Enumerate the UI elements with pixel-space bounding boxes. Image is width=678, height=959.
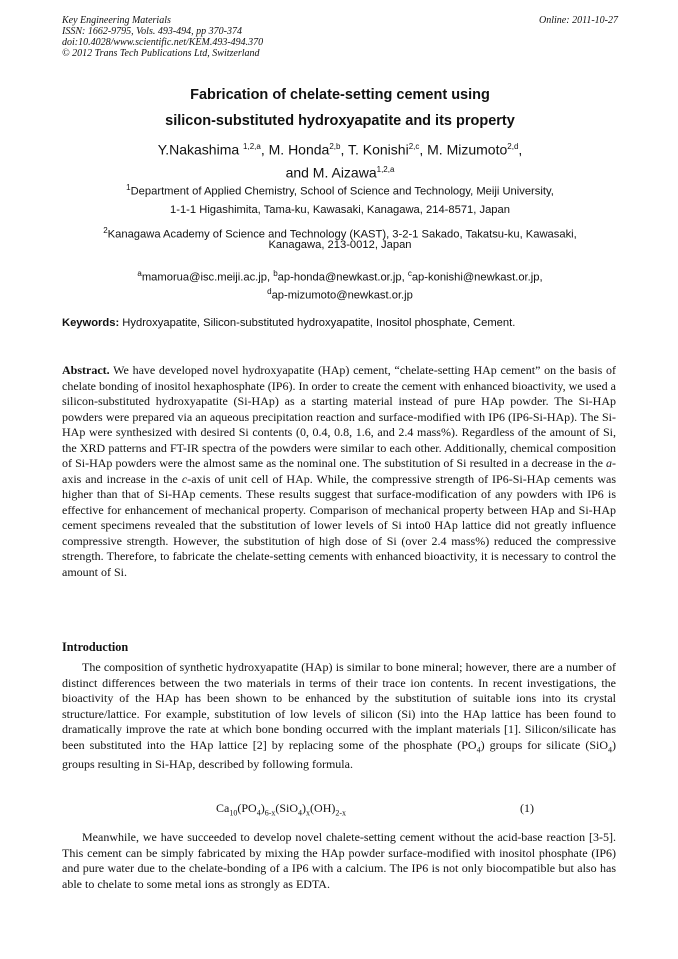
affil-number: 1 bbox=[126, 183, 131, 192]
formula-sub: 2-x bbox=[335, 808, 347, 818]
abstract bbox=[62, 363, 616, 580]
formula-part: ) bbox=[302, 801, 307, 815]
abstract-italic: a bbox=[606, 456, 612, 470]
email-sup: d bbox=[267, 286, 272, 296]
subscript: 4 bbox=[608, 744, 612, 754]
intro-paragraph-2: Meanwhile, we have succeeded to develop novel chalete-setting cement without the acid-base reaction [3-5]. This cement can be simply fabricated by mixing the HAp powder surface-modified with inositol phosphate (IP6) and pure water due to the chelate-bonding of a IP6 with a calcium. The IP6 is not only biocompatible but also has able to chelate to some metal ions as strongly as EDTA. bbox=[62, 830, 616, 891]
journal-header bbox=[62, 15, 618, 59]
formula-part: (PO bbox=[237, 801, 257, 815]
author-sep: , bbox=[419, 141, 428, 158]
keywords-text: Hydroxyapatite, Silicon-substituted hydroxyapatite, Inositol phosphate, Cement. bbox=[119, 317, 516, 329]
email-line-2 bbox=[62, 285, 618, 303]
author-affil: 1,2,a bbox=[243, 142, 261, 151]
author-affil: 2,d bbox=[507, 142, 519, 151]
intro-paragraph-1 bbox=[62, 660, 616, 773]
email-address: ap-konishi@newkast.or.jp, bbox=[411, 271, 543, 284]
affiliation-1-line-2: 1-1-1 Higashimita, Tama-ku, Kawasaki, Kanagawa, 214-8571, Japan bbox=[170, 204, 510, 216]
abstract-text: We have developed novel hydroxyapatite (HAp) cement, “chelate-setting HAp cement” on the basis of chelate bonding of inositol hexaphosphate (IP6). In order to create the cement with enhanced bioactivity, we used a silicon-substituted hydroxyapatite (Si-HAp) as a starting material instead of pure HAp powder. The Si-HAp powders were prepared via an aqueous precipitation reaction and surface-modified with IP6 (IP6-Si-HAp). The Si-HAp were synthesized with desired Si contents (0, 0.4, 0.8, 1.6, and 2.4 mass%). Regardless of the amount of Si, the XRD patterns and FT-IR spectra of the powders were similar to each other. Additionally, chemical composition of Si-HAp powders were the almost same as the nominal one. The substitution of Si resulted in a decrease in the bbox=[62, 363, 616, 470]
author-name: and M. Aizawa bbox=[285, 164, 377, 181]
affiliation-2-line-2: Kanagawa, 213-0012, Japan bbox=[268, 239, 412, 251]
formula-part: ) bbox=[260, 801, 265, 815]
affiliation-1-line-1 bbox=[62, 181, 618, 199]
paper-title-line-2: silicon-substituted hydroxyapatite and its property bbox=[165, 113, 515, 129]
paper-title-line-1: Fabrication of chelate-setting cement using bbox=[190, 87, 490, 103]
subscript: 4 bbox=[476, 744, 481, 754]
author-line-1 bbox=[62, 137, 618, 160]
author-affil: 2,c bbox=[408, 142, 420, 151]
author-list bbox=[62, 137, 618, 182]
email-sup: a bbox=[137, 269, 142, 278]
email-list bbox=[62, 267, 618, 302]
section-heading-introduction: Introduction bbox=[62, 640, 129, 654]
formula-sub: x bbox=[306, 808, 311, 818]
intro-text: ) groups for silicate (SiO bbox=[480, 737, 608, 752]
author-sep: , bbox=[518, 141, 523, 158]
author-name: Y.Nakashima bbox=[157, 141, 244, 158]
equation-number: (1) bbox=[520, 801, 534, 815]
keywords bbox=[62, 317, 618, 329]
journal-name: Key Engineering Materials bbox=[62, 15, 171, 26]
keywords-label: Keywords: bbox=[62, 317, 120, 329]
formula-sub: 4 bbox=[298, 808, 303, 818]
email-address: mamorua@isc.meiji.ac.jp, bbox=[141, 271, 274, 284]
email-sup: b bbox=[273, 269, 278, 278]
abstract-label: Abstract. bbox=[62, 363, 110, 377]
intro-text: ) groups resulting in Si-HAp, described by following formula. bbox=[62, 737, 616, 772]
email-line-1 bbox=[62, 267, 618, 285]
issn-line: ISSN: 1662-9795, Vols. 493-494, pp 370-374 bbox=[62, 26, 242, 37]
affil-text: Kanagawa Academy of Science and Technology (KAST), 3-2-1 Sakado, Takatsu-ku, Kawasaki, bbox=[107, 228, 577, 241]
author-name: T. Konishi bbox=[347, 141, 409, 158]
formula-1 bbox=[216, 801, 346, 817]
formula-part: (OH) bbox=[310, 801, 336, 815]
author-affil: 1,2,a bbox=[376, 164, 395, 174]
email-address: ap-mizumoto@newkast.or.jp bbox=[271, 289, 413, 302]
formula-part: Ca bbox=[216, 801, 230, 815]
author-name: M. Honda bbox=[268, 141, 330, 158]
email-address: ap-honda@newkast.or.jp, bbox=[277, 271, 408, 284]
abstract-text: -axis of unit cell of HAp. While, the compressive strength of IP6-Si-HAp cements was higher than that of Si-HAp cements. These results suggest that surface-modification of any powders with IP6 is effective for enhancement of mechanical property. Comparison of mechanical property between HAp and Si-HAp cement specimens revealed that the substitution of lower levels of Si into0 HAp lattice did not greatly influence compressive strength. However, the substitution of high dose of Si (over 2.4 mass%) reduced the compressive strength. Therefore, to fabricate the chelate-setting cements with enhanced bioactivity, it is necessary to control the amount of Si. bbox=[62, 471, 616, 579]
online-date: Online: 2011-10-27 bbox=[539, 15, 618, 26]
author-line-2 bbox=[62, 160, 618, 183]
doi-line: doi:10.4028/www.scientific.net/KEM.493-494.370 bbox=[62, 37, 264, 48]
author-sep: , bbox=[340, 141, 348, 158]
copyright-line: © 2012 Trans Tech Publications Ltd, Switzerland bbox=[62, 48, 260, 59]
formula-part: (SiO bbox=[275, 801, 299, 815]
formula-sub: 10 bbox=[229, 808, 238, 818]
email-sup: c bbox=[407, 269, 412, 278]
intro-text: The composition of synthetic hydroxyapatite (HAp) is similar to bone mineral; however, there are a number of distinct differences between the two materials in terms of their trace ion contents. In recent investigations, the bioactivity of the HAp has been shown to be enhanced by the substitution of suitable ions into its crystal structure/lattice. For example, substitution of low levels of silicon (Si) into the HAp lattice has been found to dramatically improve the rate at which bone bonding occurred with the implant materials [1]. Silicon/silicate has been substituted into the HAp lattice [2] by replacing some of the phosphate (PO bbox=[62, 660, 616, 752]
affil-text: Department of Applied Chemistry, School of Science and Technology, Meiji University, bbox=[130, 185, 554, 198]
formula-sub: 4 bbox=[256, 808, 261, 818]
author-affil: 2,b bbox=[329, 142, 341, 151]
author-name: M. Mizumoto bbox=[427, 141, 508, 158]
abstract-text: -axis and increase in the bbox=[62, 456, 616, 486]
formula-sub: 6-x bbox=[264, 808, 276, 818]
abstract-italic: c bbox=[181, 471, 188, 486]
affil-number: 2 bbox=[103, 226, 108, 235]
author-sep: , bbox=[260, 141, 269, 158]
